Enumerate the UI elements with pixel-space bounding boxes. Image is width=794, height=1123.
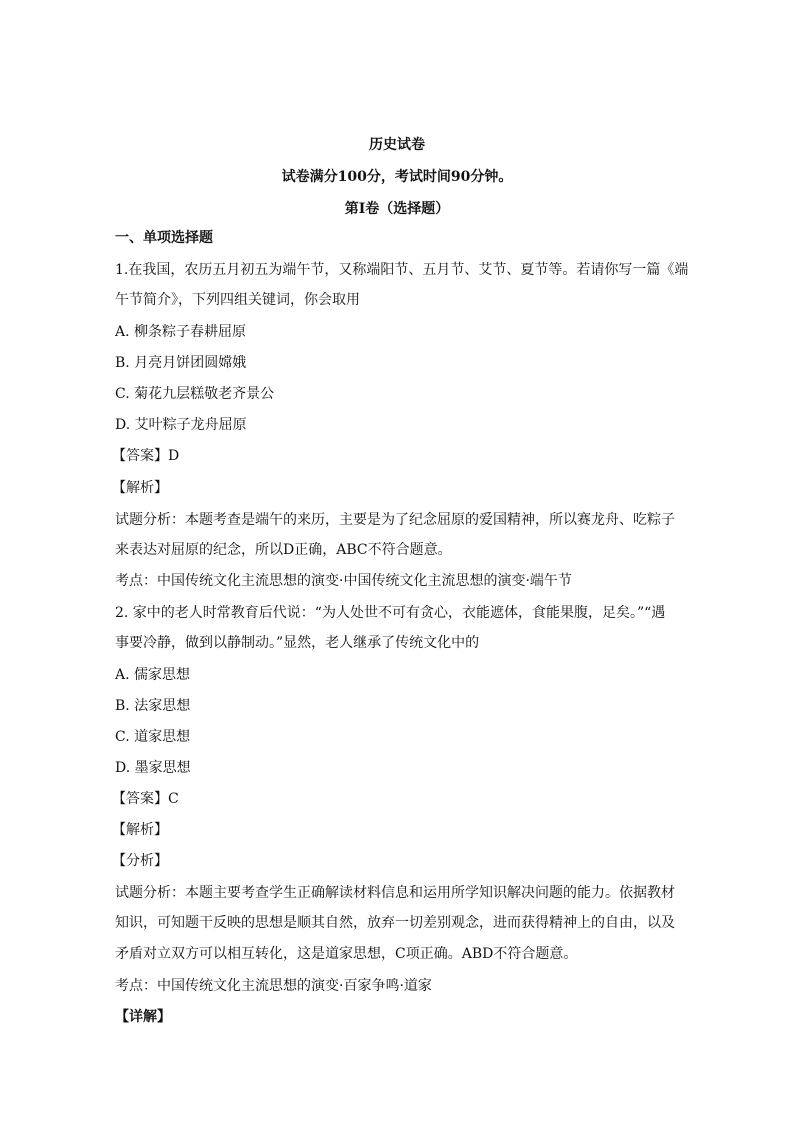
question-2-stem-line2: 事要冷静，做到以静制动。”显然，老人继承了传统文化中的 (115, 635, 480, 651)
question-2-option-b: B. 法家思想 (115, 698, 191, 714)
question-1-point: 考点：中国传统文化主流思想的演变·中国传统文化主流思想的演变·端午节 (115, 573, 572, 589)
question-2-analysis-line2: 知识，可知题干反映的思想是顺其自然，放弃一切差别观念，进而获得精神上的自由，以及 (115, 915, 675, 931)
page-title: 历史试卷 (369, 137, 425, 153)
section-heading: 一、单项选择题 (115, 230, 213, 246)
question-2-point: 考点：中国传统文化主流思想的演变·百家争鸣·道家 (115, 978, 432, 994)
question-1-answer: 【答案】D (112, 448, 180, 464)
volume-heading: 第I卷（选择题） (344, 201, 450, 217)
question-1-analysis-line1: 试题分析：本题考查是端午的来历，主要是为了纪念屈原的爱国精神，所以赛龙舟、吃粽子 (115, 512, 675, 528)
question-1-option-b: B. 月亮月饼团圆嫦娥 (115, 355, 247, 371)
question-2-option-c: C. 道家思想 (115, 729, 191, 745)
question-2-detail-label: 【详解】 (115, 1009, 171, 1025)
question-1-option-c: C. 菊花九层糕敬老齐景公 (115, 386, 275, 402)
question-2-option-d: D. 墨家思想 (115, 760, 191, 776)
question-1-option-d: D. 艾叶粽子龙舟屈原 (115, 417, 247, 433)
question-1-option-a: A. 柳条粽子春耕屈原 (115, 324, 247, 340)
question-1-analysis-line2: 来表达对屈原的纪念，所以D正确，ABC不符合题意。 (115, 542, 452, 558)
question-2-analysis-label: 【解析】 (112, 822, 168, 838)
question-2-stem-line1: 2. 家中的老人时常教育后代说：“为人处世不可有贪心，衣能遮体，食能果腹，足矣。”“遇 (115, 605, 666, 621)
question-2-analysis-line3: 矛盾对立双方可以相互转化，这是道家思想，C项正确。ABD不符合题意。 (115, 946, 578, 962)
question-2-answer: 【答案】C (112, 791, 179, 807)
question-2-fenxi-label: 【分析】 (112, 853, 168, 869)
question-1-stem-line2: 午节简介》，下列四组关键词，你会取用 (115, 292, 360, 308)
question-2-option-a: A. 儒家思想 (115, 667, 191, 683)
question-1-analysis-label: 【解析】 (112, 480, 168, 496)
exam-info: 试卷满分100分，考试时间90分钟。 (281, 169, 513, 185)
question-2-analysis-line1: 试题分析：本题主要考查学生正确解读材料信息和运用所学知识解决问题的能力。依据教材 (115, 885, 675, 901)
question-1-stem-line1: 1.在我国，农历五月初五为端午节，又称端阳节、五月节、艾节、夏节等。若请你写一篇《端 (115, 262, 689, 278)
